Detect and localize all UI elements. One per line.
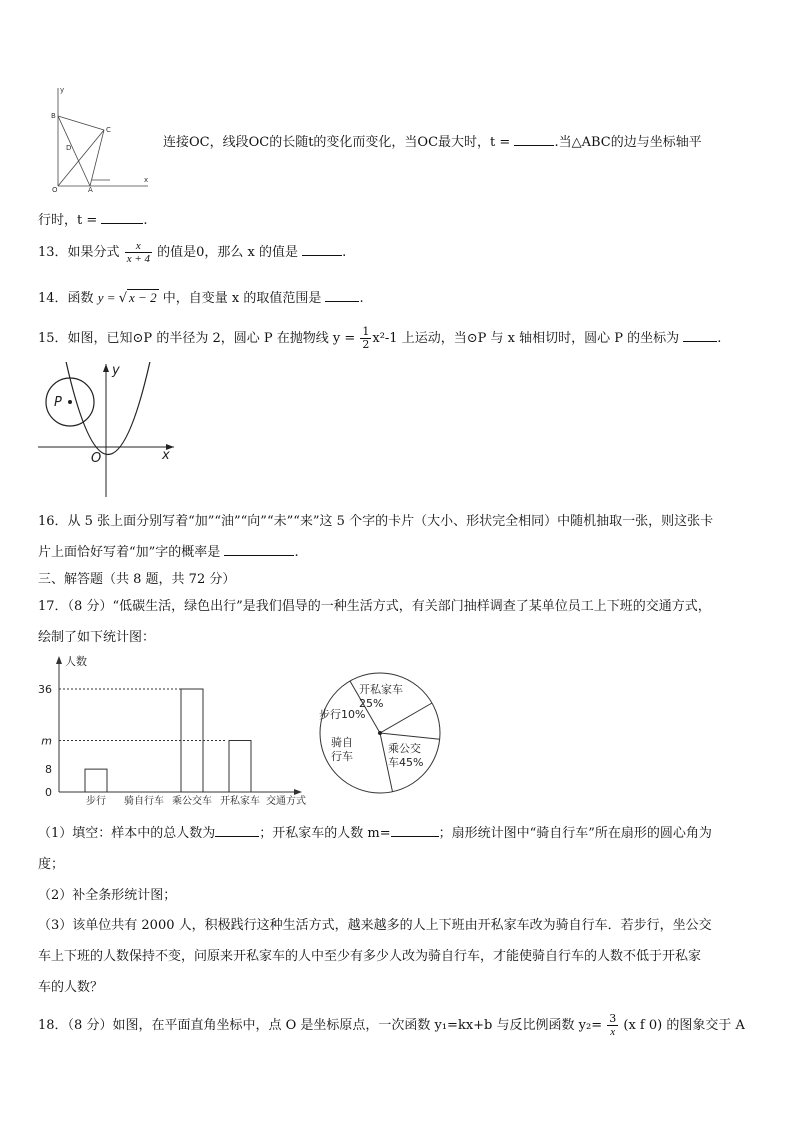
- q12-line1: [163, 131, 702, 150]
- q16-text: 片上面恰好写着“加”字的概率是: [38, 545, 221, 560]
- q12-fig-label-x: x: [144, 176, 149, 184]
- q15-text2: x²-1 上运动，当⊙P 与 x 轴相切时，圆心 P 的坐标为: [372, 331, 680, 346]
- q13-end: .: [342, 245, 347, 260]
- q12-fig-label-y: y: [60, 86, 65, 94]
- q13-frac-num: x: [125, 240, 152, 253]
- q12-blank1: [514, 133, 554, 146]
- q12-blank2: [101, 211, 143, 224]
- q12-fig-label-o: O: [52, 186, 58, 194]
- q14-num: 14．函数: [38, 291, 94, 306]
- pie-label-3: 乘公交: [388, 742, 421, 755]
- y-axis-arrow: [56, 656, 62, 664]
- q13-blank: [302, 243, 342, 256]
- q18-text1: 18．（8 分）如图，在平面直角坐标中，点 O 是坐标原点，一次函数 y₁=kx+b 与反比例函数 y₂=: [38, 1018, 603, 1033]
- x-tick-label: 开私家车: [220, 796, 260, 807]
- q17-blank-total: [215, 824, 259, 837]
- q17-line1: 17．（8 分）“低碳生活，绿色出行”是我们倡导的一种生活方式，有关部门抽样调查了某单位员工上下班的交通方式，: [38, 599, 711, 614]
- q17-sub3a: （3）该单位共有 2000 人，积极践行这种生活方式，越来越多的人上下班由开私家车改为骑自行车．若步行，坐公交: [38, 918, 712, 933]
- q15-frac-den: 2: [362, 338, 370, 351]
- q15-text1: 15．如图，已知⊙P 的半径为 2，圆心 P 在抛物线 y =: [38, 331, 356, 346]
- y-tick-label: 8: [45, 763, 52, 777]
- q15-fig-label-x: x: [162, 448, 170, 463]
- pie-label-0: 开私家车: [359, 683, 403, 696]
- bar-3: [229, 741, 251, 793]
- q12-fig-label-d: D: [66, 144, 72, 152]
- q12-end: .: [143, 213, 148, 228]
- y-tick-label: 36: [38, 683, 52, 696]
- q18-line: [38, 1013, 745, 1038]
- q12-figure: [44, 84, 154, 194]
- q14-blank: [325, 289, 359, 302]
- x-tick-label: 步行: [86, 796, 106, 807]
- q14-end: .: [359, 291, 364, 306]
- q16-blank: [224, 543, 294, 556]
- q12-text1: 连接OC，线段OC的长随t的变化而变化，当OC最大时，t =: [163, 135, 511, 150]
- y-axis-label: 人数: [65, 655, 87, 668]
- q13-rest: 的值是0，那么 x 的值是: [157, 245, 299, 260]
- q17-pie-chart: [315, 666, 445, 801]
- q15-fig-label-y: y: [112, 363, 120, 378]
- q13-num: 13．如果分式: [38, 245, 120, 260]
- q17-sub3b: 车上下班的人数保持不变，问原来开私家车的人中至少有多少人改为骑自行车，才能使骑自行车的人数不低于开私家: [38, 949, 702, 964]
- pie-label-3: 车45%: [388, 756, 424, 769]
- q15-fig-label-o: O: [91, 451, 102, 466]
- q12-line2: [38, 209, 148, 228]
- q15-frac-num: 1: [362, 325, 370, 338]
- q15-blank: [683, 329, 717, 342]
- q12-fig-label-c: C: [106, 126, 111, 134]
- q15-end: .: [717, 331, 722, 346]
- section3-heading: 三、解答题（共 8 题，共 72 分）: [38, 572, 236, 587]
- y-tick-label: m: [41, 734, 52, 748]
- q18-text2: (x f 0) 的图象交于 A: [623, 1018, 745, 1033]
- pie-label-0: 25%: [359, 697, 384, 710]
- q14-line: 14．函数 y = √ x − 2 中，自变量 x 的取值范围是 .: [38, 290, 364, 306]
- pie-label-2: 行车: [331, 750, 353, 763]
- q18-frac-num: 3: [609, 1012, 617, 1025]
- pie-label-2: 骑自: [331, 736, 353, 749]
- pie-center: [378, 731, 382, 735]
- q13-fraction: [125, 240, 152, 265]
- q17-sub1c: ；扇形统计图中“骑自行车”所在扇形的圆心角为: [438, 826, 712, 841]
- q17-blank-m: [391, 824, 439, 837]
- y-tick-label: 0: [45, 786, 52, 799]
- q17-sub1a: （1）填空：样本中的总人数为: [38, 826, 216, 841]
- q18-fraction: [607, 1013, 618, 1038]
- q17-sub1b: ；开私家车的人数 m=: [259, 826, 391, 841]
- x-axis-label: 交通方式: [266, 796, 306, 807]
- q15-fraction: [360, 326, 371, 351]
- q17-sub1-line: [38, 822, 712, 841]
- q15-fig-label-p: P: [54, 395, 62, 410]
- q17-sub2: （2）补全条形统计图；: [38, 888, 177, 903]
- q12-fig-label-a: A: [88, 186, 93, 194]
- q12-fig-label-b: B: [51, 112, 56, 120]
- q13-frac-den: x + 4: [126, 253, 150, 265]
- q15-line: [38, 326, 721, 351]
- q12-text3: 行时，t =: [38, 213, 98, 228]
- q17-bar-chart: [34, 652, 324, 812]
- q13-line: [38, 240, 346, 265]
- x-axis-arrow: [294, 789, 302, 795]
- q14-rest: 中，自变量 x 的取值范围是: [162, 291, 322, 306]
- bar-0: [85, 769, 107, 792]
- pie-label-1: 步行10%: [319, 708, 366, 721]
- q12-text2: .当△ABC的边与坐标轴平: [554, 135, 702, 150]
- q16-line2: [38, 541, 299, 560]
- q18-frac-den: x: [610, 1026, 616, 1038]
- q14-radicand: x − 2: [129, 290, 157, 305]
- q16-end: .: [294, 545, 299, 560]
- q17-sub1d: 度；: [38, 857, 65, 872]
- q17-line2: 绘制了如下统计图：: [38, 630, 156, 645]
- q16-line1: 16．从 5 张上面分别写着“加”“油”“向”“未”“来”这 5 个字的卡片（大小、形状完全相同）中随机抽取一张，则这张卡: [38, 514, 714, 529]
- q15-figure: [38, 362, 178, 502]
- x-tick-label: 乘公交车: [172, 796, 212, 807]
- x-tick-label: 骑自行车: [124, 796, 164, 807]
- q17-sub3c: 车的人数？: [38, 980, 104, 995]
- q14-expr-pre: y =: [97, 290, 119, 305]
